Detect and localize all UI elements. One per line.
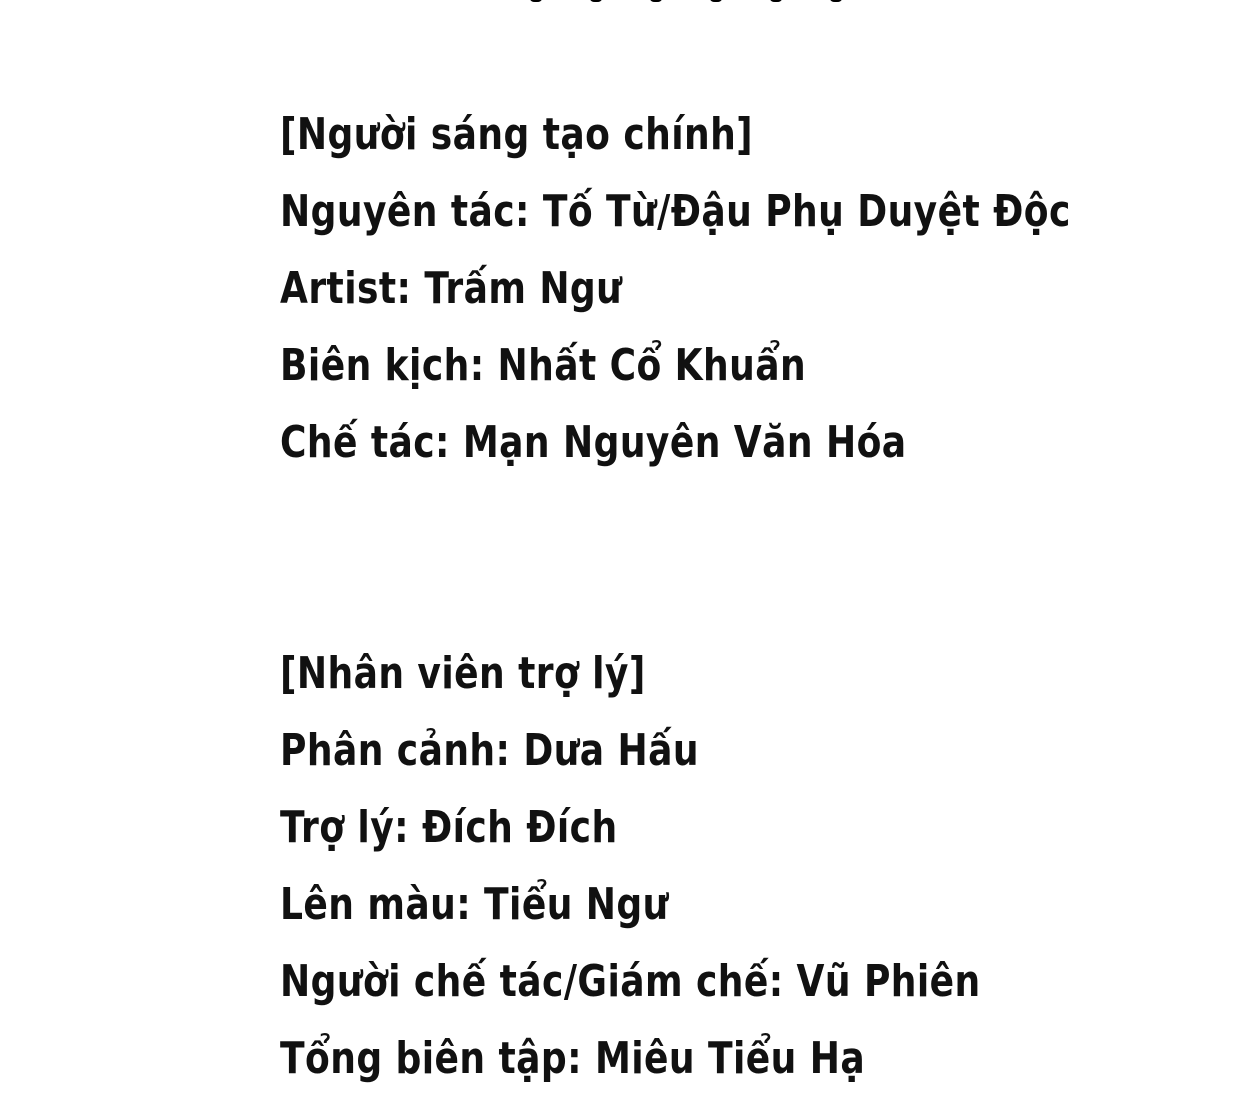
credit-storyboard: Phân cảnh: Dưa Hấu <box>280 725 699 776</box>
section-spacer <box>280 481 1034 635</box>
main-creators-heading: [Người sáng tạo chính] <box>280 109 754 160</box>
cropped-text-fragment <box>530 0 910 8</box>
assistants-heading: [Nhân viên trợ lý] <box>280 648 646 699</box>
credit-assistant: Trợ lý: Đích Đích <box>280 802 618 853</box>
credit-editor-in-chief: Tổng biên tập: Miêu Tiểu Hạ <box>280 1033 866 1084</box>
credit-screenwriter: Biên kịch: Nhất Cổ Khuẩn <box>280 340 807 391</box>
credit-production: Chế tác: Mạn Nguyên Văn Hóa <box>280 417 907 468</box>
credit-artist: Artist: Trấm Ngư <box>280 263 623 314</box>
credit-coloring: Lên màu: Tiểu Ngư <box>280 879 669 930</box>
credits-block <box>280 96 1071 1097</box>
credit-original-work: Nguyên tác: Tố Từ/Đậu Phụ Duyệt Độc <box>280 186 1071 237</box>
credit-producer-supervisor: Người chế tác/Giám chế: Vũ Phiên <box>280 956 981 1007</box>
